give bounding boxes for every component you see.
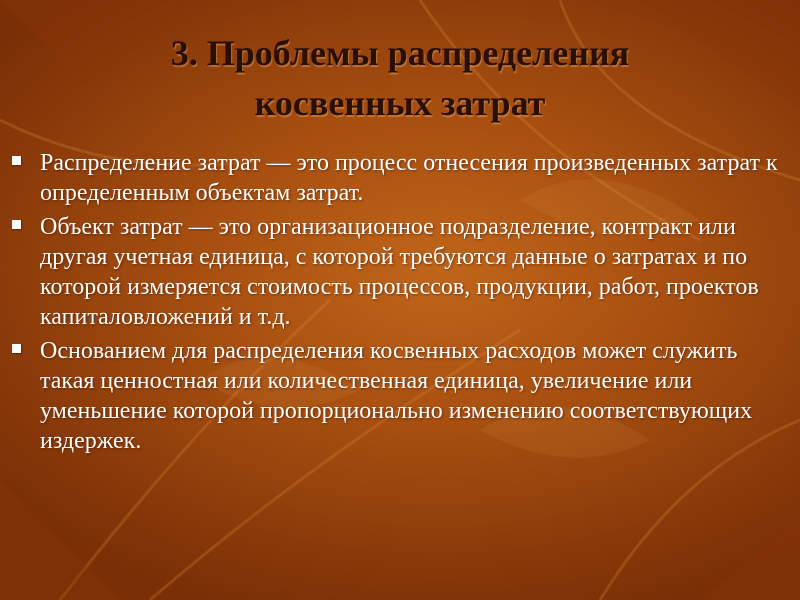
title-line-2: косвенных затрат	[254, 83, 546, 123]
square-bullet-icon	[12, 156, 21, 165]
bullet-text: Объект затрат — это организационное подразделение, контракт или другая учетная единица, с которой требуются данные о затратах и по которой измеряется стоимость процессов, продукции, работ, проектов капиталовложений и т.д.	[40, 214, 759, 330]
square-bullet-icon	[12, 344, 21, 353]
title-line-1: 3. Проблемы распределения	[170, 33, 630, 73]
slide-title	[0, 28, 800, 128]
bullet-text: Распределение затрат — это процесс отнесения произведенных затрат к определенным объектам затрат.	[40, 150, 778, 206]
bullet-item	[8, 148, 788, 208]
bullet-text: Основанием для распределения косвенных расходов может служить такая ценностная или количественная единица, увеличение или уменьшение которой пропорционально изменению соответствующих издержек.	[40, 338, 753, 454]
square-bullet-icon	[12, 220, 21, 229]
bullet-list	[8, 148, 788, 460]
bullet-item	[8, 212, 788, 332]
bullet-item	[8, 336, 788, 456]
